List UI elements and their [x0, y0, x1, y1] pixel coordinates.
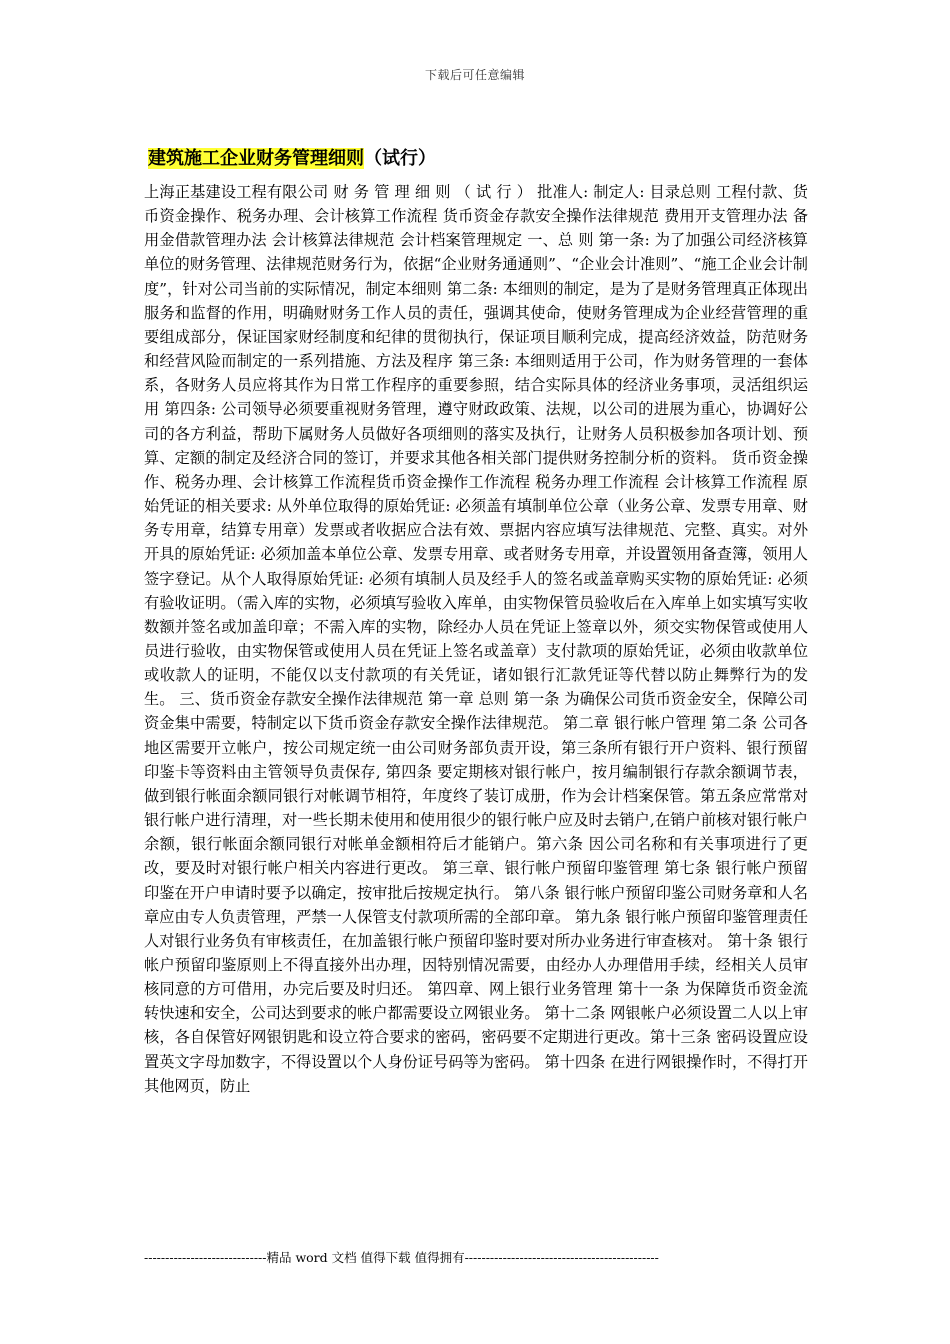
document-title	[148, 144, 436, 170]
document-body: 上海正基建设工程有限公司 财 务 管 理 细 则 （ 试 行 ） 批准人: 制定人: 目录总则 工程付款、货币资金操作、税务办理、会计核算工作流程 货币资金存款安全操作法律规范 费用开支管理办法 备用金借款管理办法 会计核算法律规范 会计档案管理规定 一、总 则 第一条: 为了加强公司经济核算单位的财务管理、法律规范财务行为，依据“企业财务通通则”、“企业会计准则”、“施工企业会计制度”，针对公司当前的实际情况，制定本细则 第二条: 本细则的制定，是为了是财务管理真正体现出服务和监督的作用，明确财财务工作人员的责任，强调其使命，使财务管理成为企业经营管理的重要组成部分，保证国家财经制度和纪律的贯彻执行，保证项目顺利完成，提高经济效益，防范财务和经营风险而制定的一系列措施、方法及程序 第三条: 本细则适用于公司，作为财务管理的一套体系，各财务人员应将其作为日常工作程序的重要参照，结合实际具体的经济业务事项，灵活组织运用 第四条: 公司领导必须要重视财务管理，遵守财政政策、法规，以公司的进展为重心，协调好公司的各方利益，帮助下属财务人员做好各项细则的落实及执行，让财务人员积极参加各项计划、预算、定额的制定及经济合同的签订，并要求其他各相关部门提供财务控制分析的资料。 货币资金操作、税务办理、会计核算工作流程货币资金操作工作流程 税务办理工作流程 会计核算工作流程 原始凭证的相关要求: 从外单位取得的原始凭证: 必须盖有填制单位公章（业务公章、发票专用章、财务专用章，结算专用章）发票或者收据应合法有效、票据内容应填写法律规范、完整、真实。对外开具的原始凭证: 必须加盖本单位公章、发票专用章、或者财务专用章，并设置领用备查簿，领用人签字登记。从个人取得原始凭证: 必须有填制人员及经手人的签名或盖章购买实物的原始凭证: 必须有验收证明。（需入库的实物，必须填写验收入库单，由实物保管员验收后在入库单上如实填写实收数额并签名或加盖印章；不需入库的实物，除经办人员在凭证上签章以外，须交实物保管或使用人员进行验收，由实物保管或使用人员在凭证上签名或盖章）支付款项的原始凭证，必须由收款单位或收款人的证明，不能仅以支付款项的有关凭证，诸如银行汇款凭证等代替以防止舞弊行为的发生。 三、货币资金存款安全操作法律规范 第一章 总则 第一条 为确保公司货币资金安全，保障公司资金集中需要，特制定以下货币资金存款安全操作法律规范。 第二章 银行帐户管理 第二条 公司各地区需要开立帐户，按公司规定统一由公司财务部负责开设，第三条所有银行开户资料、银行预留印鉴卡等资料由主管领导负责保存, 第四条 要定期核对银行帐户，按月编制银行存款余额调节表，做到银行帐面余额同银行对帐调节相符，年度终了装订成册，作为会计档案保管。第五条应常常对银行帐户进行清理，对一些长期未使用和使用很少的银行帐户应及时去销户,在销户前核对银行帐户余额，银行帐面余额同银行对帐单金额相符后才能销户。第六条 因公司名称和有关事项进行了更改，要及时对银行帐户相关内容进行更改。 第三章、银行帐户预留印鉴管理 第七条 银行帐户预留印鉴在开户申请时要予以确定，按审批后按规定执行。 第八条 银行帐户预留印鉴公司财务章和人名章应由专人负责管理，严禁一人保管支付款项所需的全部印章。 第九条 银行帐户预留印鉴管理责任人对银行业务负有审核责任，在加盖银行帐户预留印鉴时要对所办业务进行审查核对。 第十条 银行帐户预留印鉴原则上不得直接外出办理，因特别情况需要，由经办人办理借用手续，经相关人员审核同意的方可借用，办完后要及时归还。 第四章、网上银行业务管理 第十一条 为保障货币资金流转快速和安全，公司达到要求的帐户都需要设立网银业务。 第十二条 网银帐户必须设置二人以上审核，各自保管好网银钥匙和设立符合要求的密码，密码要不定期进行更改。第十三条 密码设置应设置英文字母加数字，不得设置以个人身份证号码等为密码。 第十四条 在进行网银操作时，不得打开其他网页，防止	[144, 183, 808, 1095]
title-highlighted: 建筑施工企业财务管理细则	[148, 148, 364, 169]
footer-note: -----------------------------精品 word 文档 值得下载 值得拥有----------------------------------------------	[144, 1250, 659, 1265]
header-note: 下载后可任意编辑	[424, 68, 525, 82]
title-suffix: （试行）	[364, 148, 436, 169]
